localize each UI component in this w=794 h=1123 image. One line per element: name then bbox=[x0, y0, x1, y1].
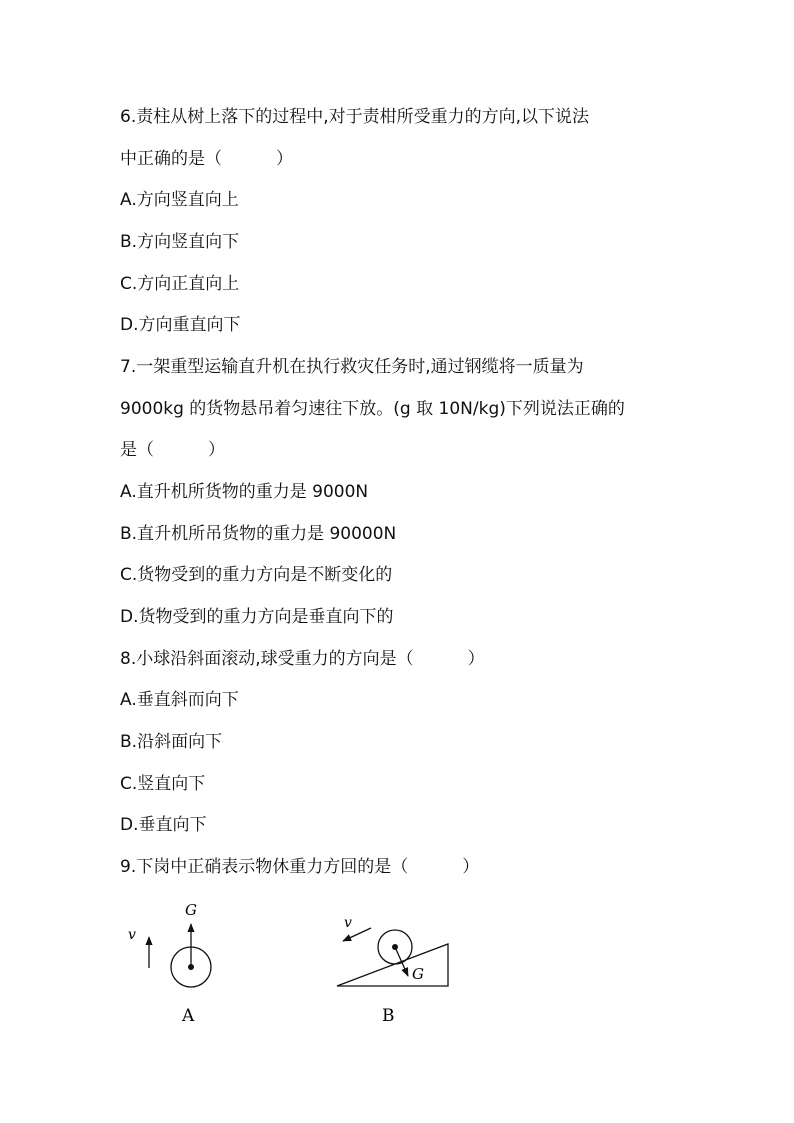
panel-a-velocity-label: v bbox=[128, 927, 136, 943]
panel-b-velocity-label: v bbox=[344, 915, 352, 931]
question-8-option-d: D.垂直向下 bbox=[120, 815, 207, 835]
question-7-option-b: B.直升机所吊货物的重力是 90000N bbox=[120, 524, 397, 544]
question-6-option-d: D.方向重直向下 bbox=[120, 315, 241, 335]
gravity-direction-figure bbox=[110, 890, 470, 1030]
question-7-stem-continued: 9000kg 的货物悬吊着匀速往下放。(g 取 10N/kg)下列说法正确的 bbox=[120, 399, 625, 419]
panel-b-gravity-arrow bbox=[395, 947, 408, 976]
question-8-stem: 8.小球沿斜面滚动,球受重力的方向是（ ） bbox=[120, 649, 485, 669]
question-8-option-b: B.沿斜面向下 bbox=[120, 732, 223, 752]
gravity-direction-diagram bbox=[110, 890, 470, 1030]
panel-a bbox=[128, 901, 211, 1026]
question-7-stem: 7.一架重型运输直升机在执行救灾任务时,通过钢缆将一质量为 bbox=[120, 357, 584, 377]
question-8-option-a: A.垂直斜而向下 bbox=[120, 690, 239, 710]
question-8-option-c: C.竖直向下 bbox=[120, 774, 206, 794]
panel-b bbox=[337, 915, 448, 1026]
panel-a-gravity-label: G bbox=[185, 901, 197, 919]
question-6-option-a: A.方向竖直向上 bbox=[120, 190, 239, 210]
panel-b-caption: B bbox=[382, 1006, 395, 1026]
question-7-option-a: A.直升机所货物的重力是 9000N bbox=[120, 482, 369, 502]
panel-a-caption: A bbox=[182, 1006, 195, 1026]
question-7-option-c: C.货物受到的重力方向是不断变化的 bbox=[120, 565, 393, 585]
panel-b-gravity-label: G bbox=[412, 965, 424, 983]
question-6-option-b: B.方向竖直向下 bbox=[120, 232, 240, 252]
question-6-option-c: C.方向正直向上 bbox=[120, 274, 240, 294]
question-6-stem-continued: 中正确的是（ ） bbox=[120, 149, 294, 169]
question-7-stem-end: 是（ ） bbox=[120, 440, 226, 460]
panel-b-incline bbox=[337, 944, 448, 986]
question-9-stem: 9.下岗中正硝表示物休重力方回的是（ ） bbox=[120, 857, 480, 877]
question-6-stem: 6.责柱从树上落下的过程中,对于责柑所受重力的方向,以下说法 bbox=[120, 107, 590, 127]
question-7-option-d: D.货物受到的重力方向是垂直向下的 bbox=[120, 607, 394, 627]
